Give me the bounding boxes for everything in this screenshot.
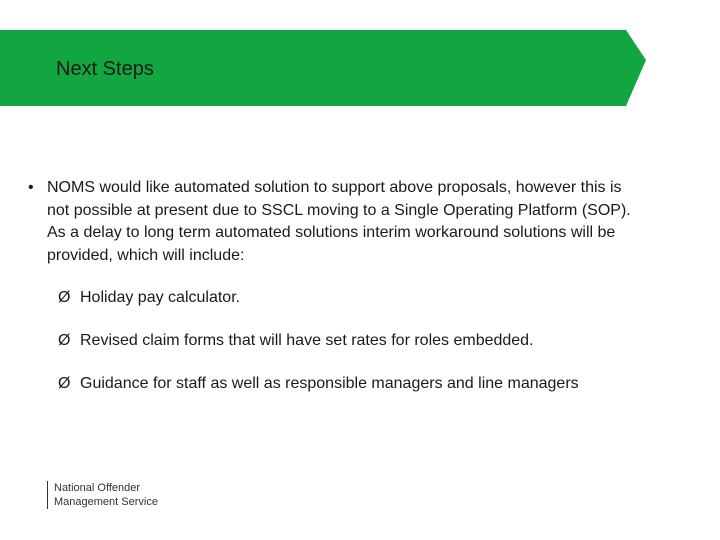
- arrow-bullet-icon: Ø: [58, 332, 71, 349]
- sub-item-guidance: [58, 373, 618, 395]
- bullet-symbol: •: [28, 179, 34, 196]
- sub-item-text: Revised claim forms that will have set rates for roles embedded.: [80, 332, 534, 349]
- slide-title: Next Steps: [56, 58, 154, 80]
- noms-logo: [47, 481, 158, 509]
- arrow-bullet-icon: Ø: [58, 289, 71, 306]
- sub-item-holiday-pay: [58, 287, 618, 309]
- sub-item-text: Holiday pay calculator.: [80, 289, 241, 306]
- logo-line-2: Management Service: [54, 496, 158, 508]
- logo-line-1: National Offender: [54, 482, 141, 494]
- sub-item-claim-forms: [58, 330, 618, 352]
- arrow-bullet-icon: Ø: [58, 375, 71, 392]
- sub-item-text: Guidance for staff as well as responsible managers and line managers: [80, 375, 579, 392]
- bullet-paragraph: NOMS would like automated solution to support above proposals, however this is not possible at present due to SSCL moving to a Single Operating Platform (SOP). As a delay to long term automated solutions interim workaround solutions will be provided, which will include:: [47, 179, 631, 264]
